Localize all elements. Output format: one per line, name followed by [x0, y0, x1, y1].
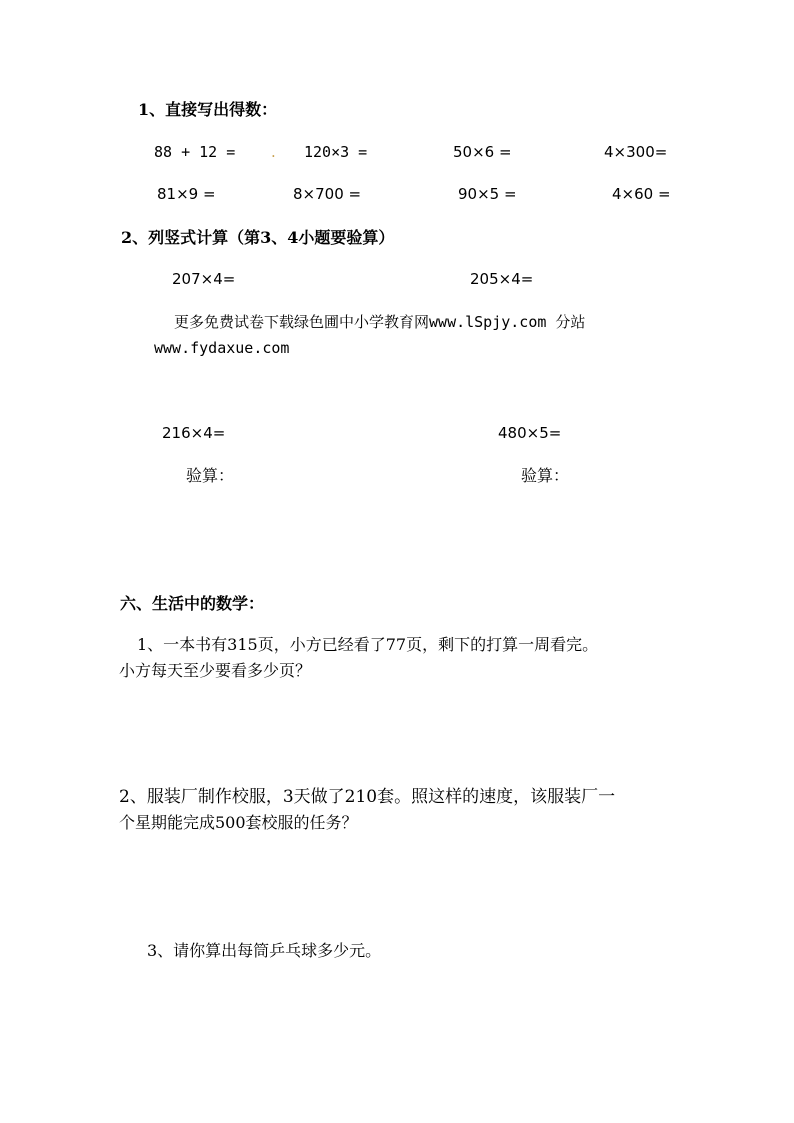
oral-problem: 88 + 12 =	[154, 143, 236, 161]
vertical-problem: 207×4=	[172, 270, 236, 288]
word-problem-1-line2: 小方每天至少要看多少页？	[119, 661, 312, 680]
oral-problem: 90×5 =	[458, 185, 517, 203]
check-label: 验算：	[521, 466, 570, 485]
oral-problem: 4×300=	[604, 143, 668, 161]
decorative-dot: .	[271, 143, 276, 161]
oral-problem: 81×9 =	[157, 185, 216, 203]
word-problem-2-line1: 2、服装厂制作校服，3天做了210套。照这样的速度，该服装厂一	[119, 787, 616, 807]
vertical-problem: 205×4=	[470, 270, 534, 288]
ad-text: 更多免费试卷下载绿色圃中小学教育网www.lSpjy.com 分站	[174, 313, 586, 331]
oral-problem: 120×3 =	[304, 143, 368, 161]
section1-title: 1、直接写出得数：	[138, 100, 278, 119]
vertical-problem: 216×4=	[162, 424, 226, 442]
word-problem-3: 3、请你算出每筒乒乓球多少元。	[147, 941, 382, 960]
ad-url: www.fydaxue.com	[154, 339, 290, 357]
oral-problem: 8×700 =	[293, 185, 362, 203]
vertical-problem: 480×5=	[498, 424, 562, 442]
oral-problem: 50×6 =	[453, 143, 512, 161]
section6-title: 六、生活中的数学：	[120, 594, 265, 613]
section2-title: 2、列竖式计算（第3、4小题要验算）	[121, 228, 395, 247]
check-label: 验算：	[186, 466, 235, 485]
word-problem-2-line2: 个星期能完成500套校服的任务？	[119, 813, 358, 832]
word-problem-1-line1: 1、一本书有315页，小方已经看了77页，剩下的打算一周看完。	[137, 635, 599, 654]
oral-problem: 4×60 =	[612, 185, 671, 203]
